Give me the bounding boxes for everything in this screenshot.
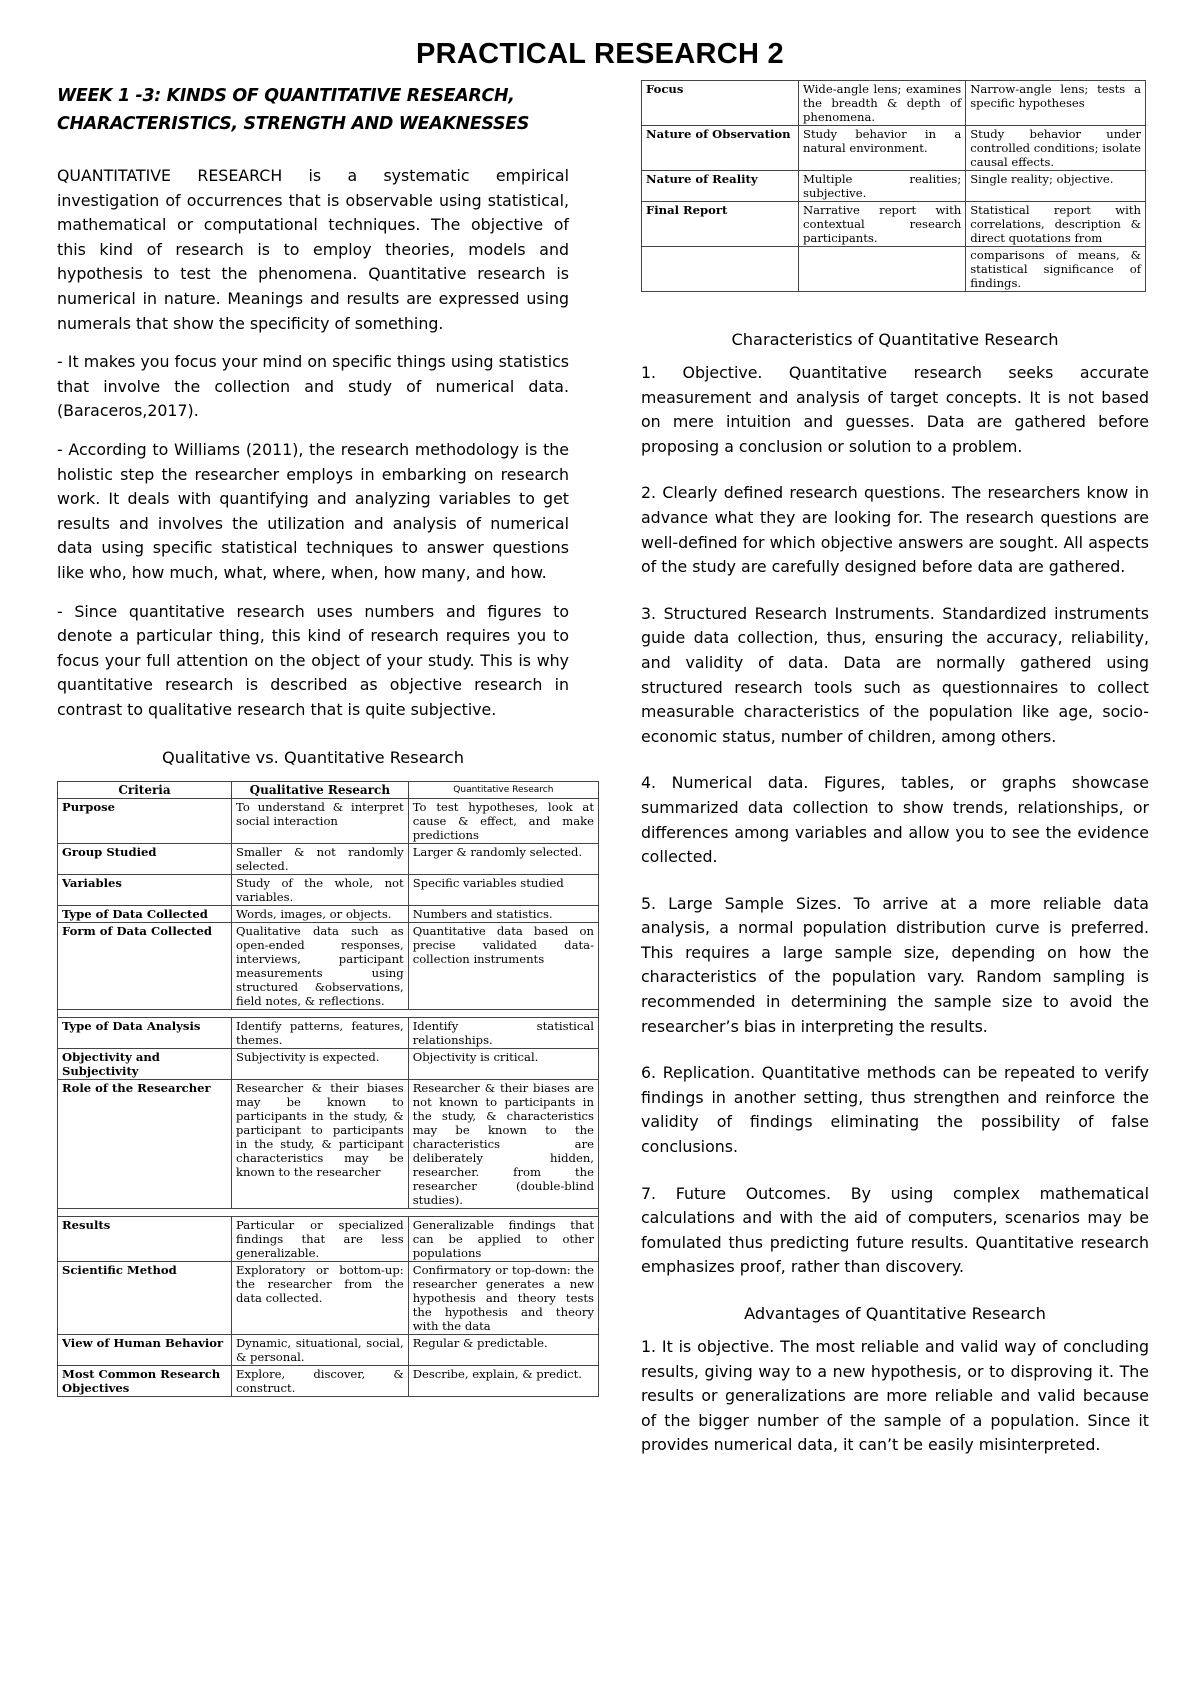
table-cell-criteria: Scientific Method — [58, 1262, 232, 1335]
table-cell-qualitative: Researcher & their biases may be known to participants in the study, & participant to participants in the study, & participant characteristics may be known to the researcher — [232, 1080, 409, 1209]
table-cell-criteria: Objectivity and Subjectivity — [58, 1049, 232, 1080]
table-cell-quantitative: Regular & predictable. — [408, 1335, 598, 1366]
table-cell-qualitative: Words, images, or objects. — [232, 906, 409, 923]
table-cell-criteria: Type of Data Collected — [58, 906, 232, 923]
table-cell-qualitative: Narrative report with contextual research participants. — [799, 202, 966, 247]
left-column — [57, 82, 594, 1397]
intro-paragraph: QUANTITATIVE RESEARCH is a systematic empirical investigation of occurrences that is observable using statistical, mathematical or computational techniques. The objective of this kind of research is to employ theories, models and hypothesis to test the phenomena. Quantitative research is numerical in nature. Meanings and results are expressed using numerals that show the specificity of something. — [57, 166, 569, 333]
characteristics-heading: Characteristics of Quantitative Research — [731, 330, 1059, 349]
table-row — [642, 126, 1146, 171]
table-row — [642, 81, 1146, 126]
table-cell-criteria: Purpose — [58, 799, 232, 844]
table-row — [58, 875, 599, 906]
advantages-heading: Advantages of Quantitative Research — [744, 1304, 1046, 1323]
table-cell-criteria: Group Studied — [58, 844, 232, 875]
week-heading-line1: WEEK 1 -3: KINDS OF QUANTITATIVE RESEARCH, — [57, 86, 515, 106]
table-cell-quantitative: Numbers and statistics. — [408, 906, 598, 923]
table-cell-criteria: Final Report — [642, 202, 799, 247]
table-cell-criteria: Results — [58, 1217, 232, 1262]
table-row — [58, 1366, 599, 1397]
table-cell-quantitative: Statistical report with correlations, description & direct quotations from — [966, 202, 1146, 247]
comparison-table-continued — [641, 80, 1146, 292]
characteristic-item: 1. Objective. Quantitative research seeks accurate measurement and analysis of target concepts. It is not based on mere intuition and guesses. Data are gathered before proposing a conclusion or solution to a problem. — [641, 363, 1149, 456]
characteristic-item: 3. Structured Research Instruments. Standardized instruments guide data collection, thus, ensuring the accuracy, reliability, and validity of data. Data are normally gathered using structured research tools such as questionnaires to collect measurable characteristics of the population like age, socio-economic status, number of children, among others. — [641, 603, 1149, 746]
table-row — [642, 247, 1146, 292]
table-cell-criteria: Variables — [58, 875, 232, 906]
table-cell-quantitative: Researcher & their biases are not known to participants in the study, & characteristics may be known to the characteristics are deliberately hidden, researcher. from the researcher (double-blind studies). — [408, 1080, 598, 1209]
page-title: PRACTICAL RESEARCH 2 — [415, 38, 784, 70]
table-row — [642, 171, 1146, 202]
table-cell-qualitative — [799, 247, 966, 292]
table-gap — [58, 1010, 599, 1018]
header-qualitative: Qualitative Research — [232, 782, 409, 799]
table-cell-quantitative: Generalizable findings that can be applied to other populations — [408, 1217, 598, 1262]
table-cell-criteria: Most Common Research Objectives — [58, 1366, 232, 1397]
table-cell-qualitative: Exploratory or bottom-up: the researcher from the data collected. — [232, 1262, 409, 1335]
table-row — [58, 906, 599, 923]
comparison-table — [57, 781, 599, 1397]
table-cell-qualitative: Dynamic, situational, social, & personal. — [232, 1335, 409, 1366]
table-cell-qualitative: Smaller & not randomly selected. — [232, 844, 409, 875]
table-cell-quantitative: To test hypotheses, look at cause & effect, and make predictions — [408, 799, 598, 844]
bullet-paragraph: - Since quantitative research uses numbers and figures to denote a particular thing, this kind of research requires you to focus your full attention on the object of your study. This is why quantitative research is described as objective research in contrast to qualitative research that is quite subjective. — [57, 601, 569, 719]
header-quantitative: Quantitative Research — [408, 782, 598, 799]
table-cell-quantitative: Describe, explain, & predict. — [408, 1366, 598, 1397]
table-cell-qualitative: Study behavior in a natural environment. — [799, 126, 966, 171]
characteristic-item: 6. Replication. Quantitative methods can be repeated to verify findings in another setting, thus strengthen and reinforce the validity of findings eliminating the possibility of false conclusions. — [641, 1063, 1149, 1157]
table-row — [58, 923, 599, 1010]
characteristic-item: 7. Future Outcomes. By using complex mathematical calculations and with the aid of computers, scenarios may be fomulated thus predicting future results. Quantitative research emphasizes proof, rather than discovery. — [641, 1183, 1149, 1277]
table-row — [642, 202, 1146, 247]
characteristic-item: 4. Numerical data. Figures, tables, or graphs showcase summarized data collection to show trends, relationships, or differences among variables and allow you to see the evidence collected. — [641, 773, 1149, 867]
table-cell-quantitative: Study behavior under controlled conditions; isolate causal effects. — [966, 126, 1146, 171]
table-cell-qualitative: Qualitative data such as open-ended responses, interviews, participant measurements using structured &observations, field notes, & reflections. — [232, 923, 409, 1010]
table-cell-criteria: Form of Data Collected — [58, 923, 232, 1010]
table-row — [58, 1262, 599, 1335]
characteristic-item: 2. Clearly defined research questions. The researchers know in advance what they are looking for. The research questions are well-defined for which objective answers are sought. All aspects of the study are carefully designed before data are gathered. — [641, 483, 1149, 577]
table-caption: Qualitative vs. Quantitative Research — [161, 748, 465, 768]
table-cell-qualitative: Multiple realities; subjective. — [799, 171, 966, 202]
table-row — [58, 799, 599, 844]
table-cell-quantitative: comparisons of means, & statistical significance of findings. — [966, 247, 1146, 292]
table-cell-criteria — [642, 247, 799, 292]
table-cell-qualitative: To understand & interpret social interaction — [232, 799, 409, 844]
table-cell-quantitative: Quantitative data based on precise validated data-collection instruments — [408, 923, 598, 1010]
advantage-item: 1. It is objective. The most reliable and valid way of concluding results, giving way to a new hypothesis, or to disproving it. The results or generalizations are more reliable and valid because of the bigger number of the sample of a population. Since it provides numerical data, it can’t be easily misinterpreted. — [641, 1337, 1149, 1455]
table-cell-quantitative: Confirmatory or top-down: the researcher generates a new hypothesis and theory tests the hypothesis and theory with the data — [408, 1262, 598, 1335]
table-cell-qualitative: Wide-angle lens; examines the breadth & depth of phenomena. — [799, 81, 966, 126]
week-heading — [57, 82, 569, 138]
table-row — [58, 1018, 599, 1049]
table-header-row — [58, 782, 599, 799]
table-cell-quantitative: Single reality; objective. — [966, 171, 1146, 202]
characteristic-item: 5. Large Sample Sizes. To arrive at a more reliable data analysis, a normal population distribution curve is preferred. This requires a large sample size, depending on how the characteristics of the population vary. Random sampling is recommended in determining the sample size to avoid the researcher’s bias in interpreting the results. — [641, 893, 1149, 1036]
table-row — [58, 1080, 599, 1209]
table-cell-quantitative: Objectivity is critical. — [408, 1049, 598, 1080]
table-cell-qualitative: Study of the whole, not variables. — [232, 875, 409, 906]
header-criteria: Criteria — [58, 782, 232, 799]
table-cell-criteria: Focus — [642, 81, 799, 126]
table-cell-quantitative: Specific variables studied — [408, 875, 598, 906]
table-cell-criteria: View of Human Behavior — [58, 1335, 232, 1366]
table-row — [58, 1335, 599, 1366]
table-cell-qualitative: Identify patterns, features, themes. — [232, 1018, 409, 1049]
advantages-list — [641, 1335, 1149, 1458]
table-row — [58, 844, 599, 875]
week-heading-line2: CHARACTERISTICS, STRENGTH AND WEAKNESSES — [57, 114, 530, 134]
table-cell-criteria: Nature of Observation — [642, 126, 799, 171]
table-cell-qualitative: Explore, discover, & construct. — [232, 1366, 409, 1397]
table-cell-quantitative: Larger & randomly selected. — [408, 844, 598, 875]
right-column — [641, 82, 1149, 1458]
bullet-paragraph: - It makes you focus your mind on specific things using statistics that involve the collection and study of numerical data. (Baraceros,2017). — [57, 352, 569, 421]
table-cell-criteria: Type of Data Analysis — [58, 1018, 232, 1049]
table-cell-criteria: Role of the Researcher — [58, 1080, 232, 1209]
table-cell-qualitative: Subjectivity is expected. — [232, 1049, 409, 1080]
bullet-paragraph: - According to Williams (2011), the research methodology is the holistic step the researcher employs in embarking on research work. It deals with quantifying and analyzing variables to get results and involves the utilization and analysis of numerical data using specific statistical techniques to answer questions like who, how much, what, where, when, how many, and how. — [57, 439, 569, 582]
table-gap — [58, 1209, 599, 1217]
table-cell-quantitative: Identify statistical relationships. — [408, 1018, 598, 1049]
table-cell-quantitative: Narrow-angle lens; tests a specific hypotheses — [966, 81, 1146, 126]
table-cell-criteria: Nature of Reality — [642, 171, 799, 202]
characteristics-list — [641, 361, 1149, 1280]
table-row — [58, 1217, 599, 1262]
table-row — [58, 1049, 599, 1080]
table-cell-qualitative: Particular or specialized findings that are less generalizable. — [232, 1217, 409, 1262]
